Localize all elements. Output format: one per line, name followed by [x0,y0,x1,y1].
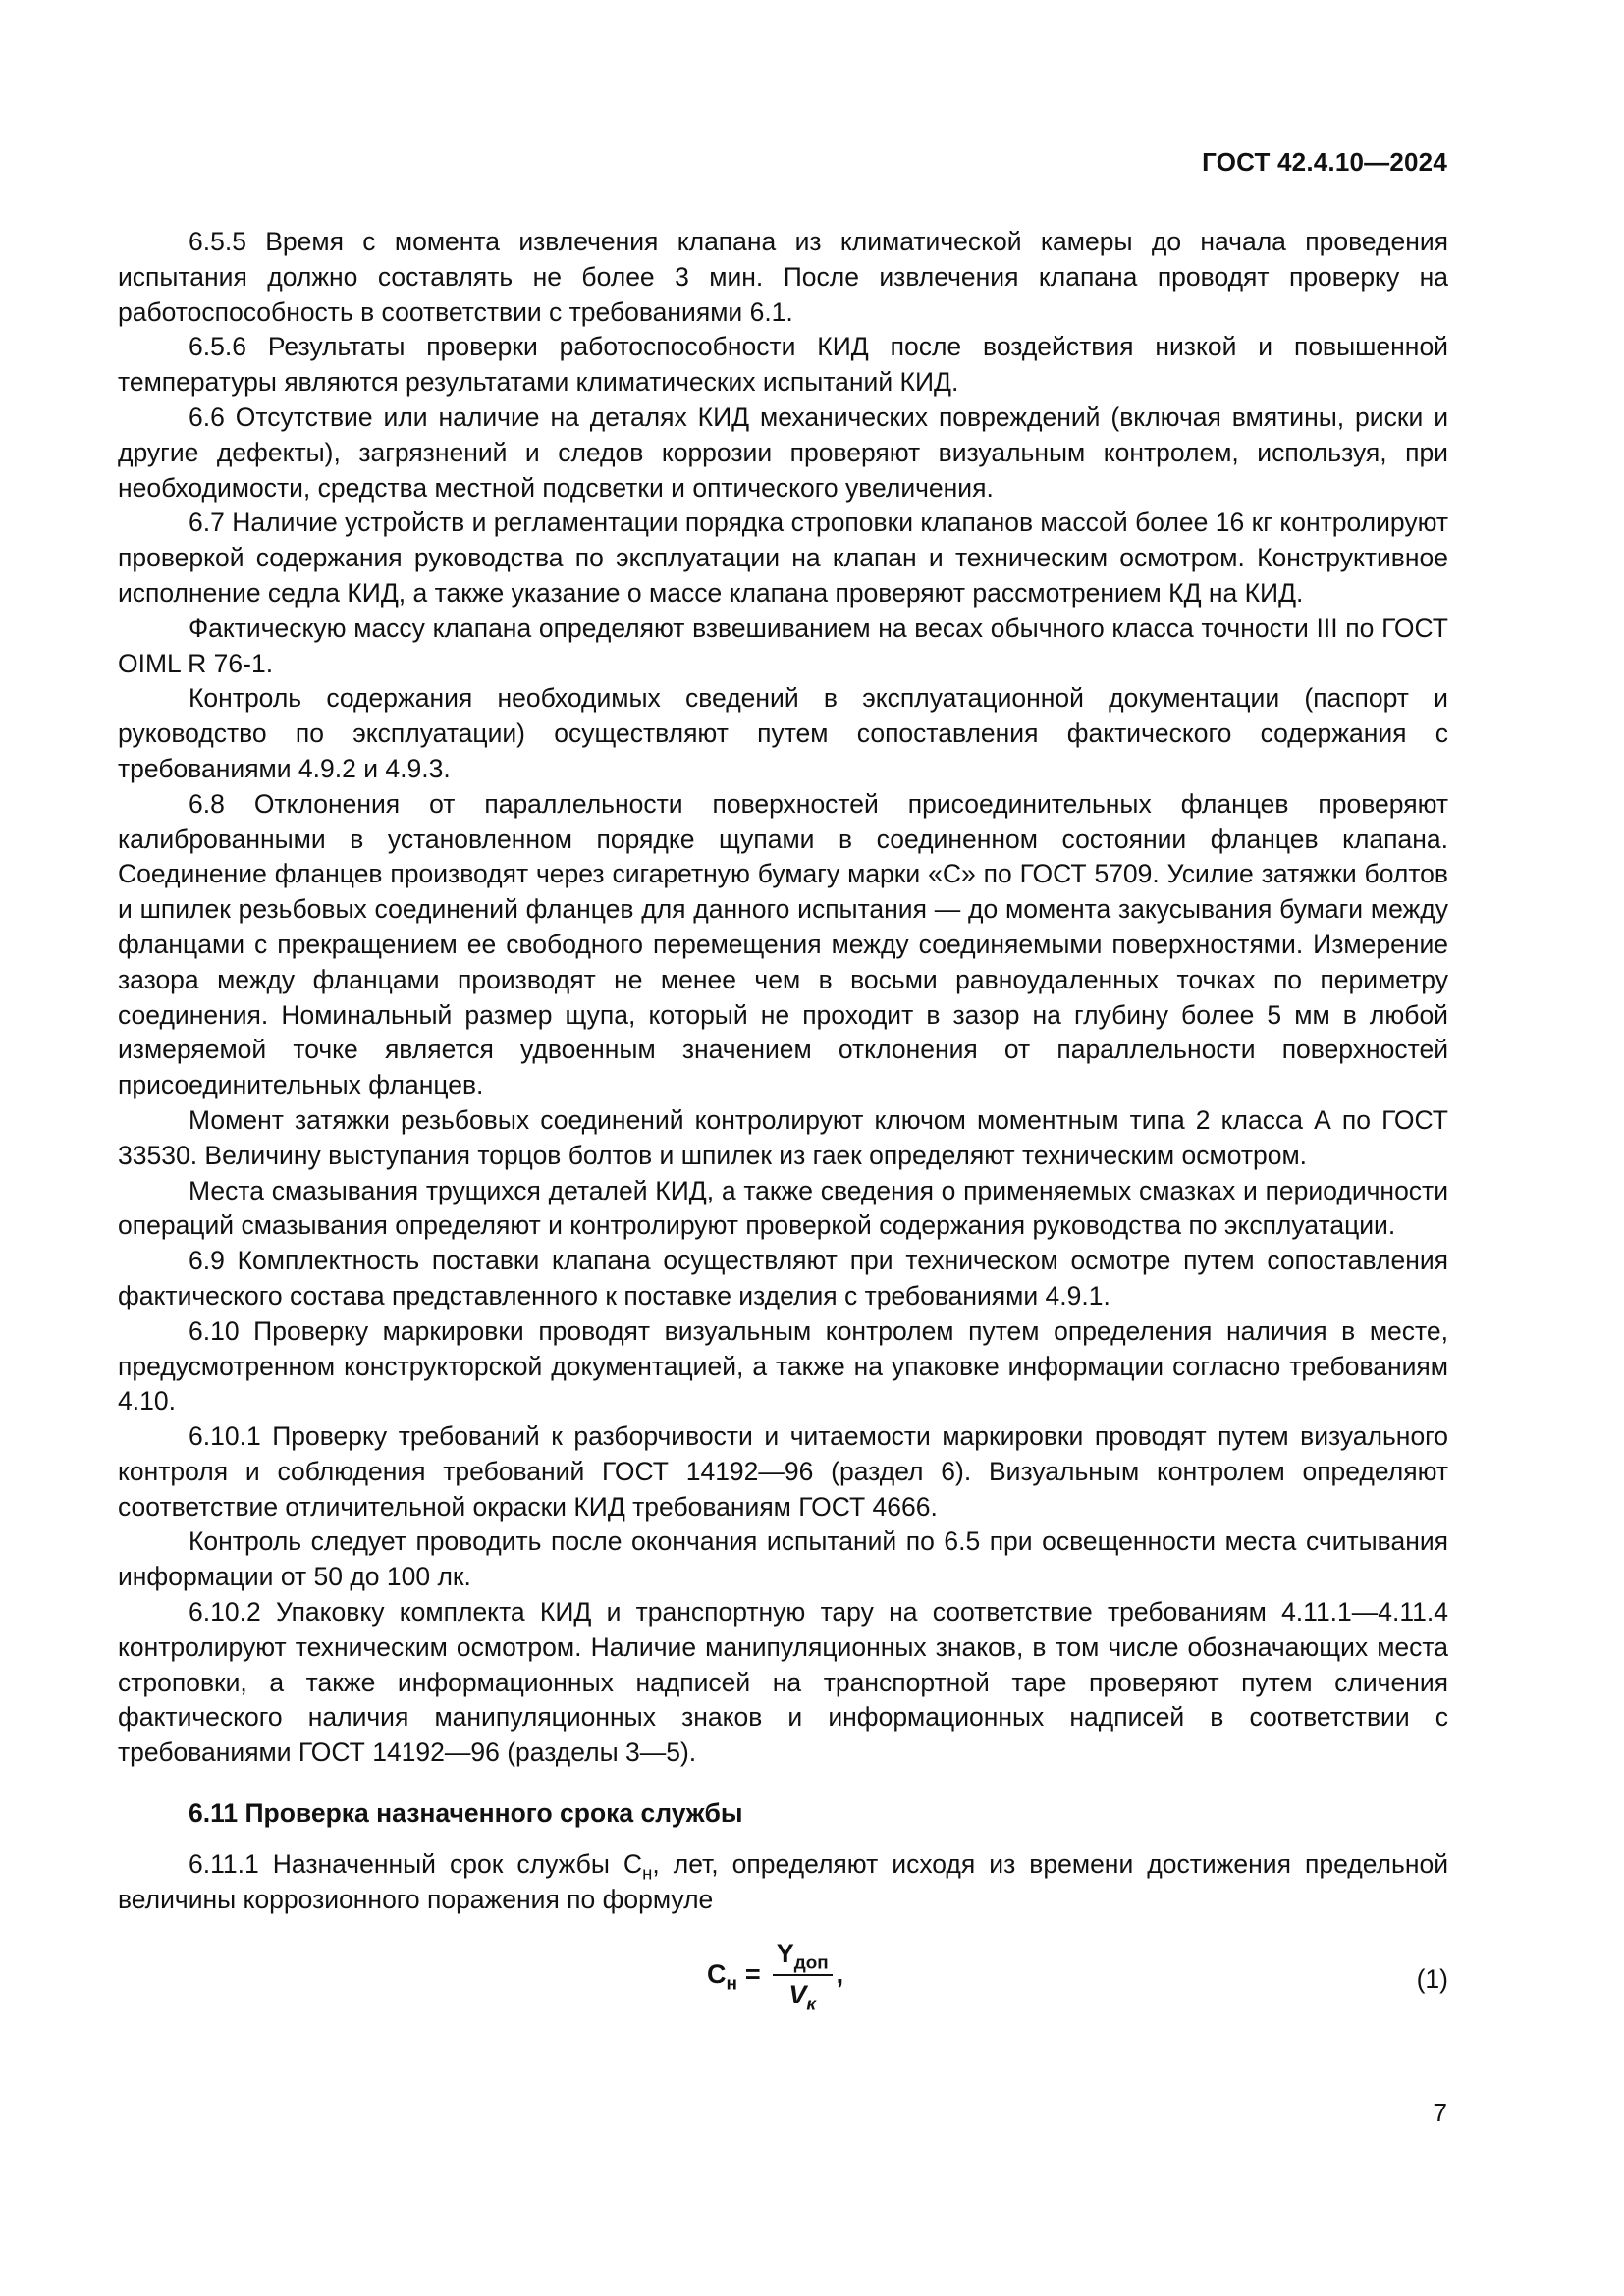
paragraph-6-10: 6.10 Проверку маркировки проводят визуальным контролем путем определения наличия в месте, предусмотренном конструкторской документацией, а также на упаковке информации согласно требованиям 4.10. [118,1315,1448,1416]
paragraph-torque: Момент затяжки резьбовых соединений контролируют ключом моментным типа 2 класса А по ГОСТ 33530. Величину выступания торцов болтов и шпилек из гаек определяют техническим осмотром. [118,1104,1448,1170]
formula-expression [707,1937,843,2013]
formula-lhs: $С_н$ [707,1959,737,1995]
paragraph-lubrication: Места смазывания трущихся деталей КИД, а также сведения о применяемых смазках и периодичности операций смазывания определяют и контролируют проверкой содержания руководства по эксплуатации. [118,1175,1448,1241]
paragraph-6-5-6: 6.5.6 Результаты проверки работоспособности КИД после воздействия низкой и повышенной температуры являются результатами климатических испытаний КИД. [118,332,1448,398]
document-code: ГОСТ 42.4.10—2024 [1202,147,1447,177]
paragraph-docs-control: Контроль содержания необходимых сведений в эксплуатационной документации (паспорт и руководство по эксплуатации) осуществляют путем сопоставления фактического содержания с требованиями 4.9.2 и 4.9.3. [118,683,1448,783]
paragraph-6-9: 6.9 Комплектность поставки клапана осуществляют при техническом осмотре путем сопоставления фактического состава представленного к поставке изделия с требованиями 4.9.1. [118,1246,1448,1310]
paragraph-6-10-1: 6.10.1 Проверку требований к разборчивости и читаемости маркировки проводят путем визуального контроля и соблюдения требований ГОСТ 14192—96 (раздел 6). Визуальным контролем определяют соответствие отличительной окраски КИД требованиям ГОСТ 4666. [118,1421,1448,1522]
formula-1 [118,1929,1448,2047]
formula-numerator: $Y_{доп}$ [773,1937,833,1976]
paragraph-illumination: Контроль следует проводить после окончания испытаний по 6.5 при освещенности места считывания информации от 50 до 100 лк. [118,1526,1448,1592]
paragraph-6-11-1-end: , лет, определяют исходя из времени достижения предельной величины коррозионного поражения по формуле [118,1848,1448,1914]
section-heading-6-11: 6.11 Проверка назначенного срока службы [189,1798,743,1829]
formula-fraction [773,1937,833,2013]
formula-number: (1) [1416,1964,1448,1995]
page-number: 7 [1433,2098,1447,2127]
paragraph-6-11-1 [118,1847,1448,1918]
service-life-subscript: н [642,1862,653,1884]
formula-equals: = [744,1959,761,1990]
paragraph-6-6: 6.6 Отсутствие или наличие на деталях КИД механических повреждений (включая вмятины, риски и другие дефекты), загрязнений и следов коррозии проверяют визуальным контролем, используя, при необходимости, средства местной подсветки и оптического увеличения. [118,401,1448,503]
paragraph-6-5-5: 6.5.5 Время с момента извлечения клапана из климатической камеры до начала проведения испытания должно составлять не более 3 мин. После извлечения клапана проводят проверку на работоспособность в соответствии с требованиями 6.1. [118,227,1448,327]
formula-denominator: $V_к$ [788,1980,816,2015]
paragraph-6-11-1-start: 6.11.1 Назначенный срок службы С [189,1848,643,1879]
document-body [118,225,1448,2047]
paragraph-6-8: 6.8 Отклонения от параллельности поверхностей присоединительных фланцев проверяют калиброванными в установленном порядке щупами в соединенном состоянии фланцев клапана. Соединение фланцев производят через сигаретную бумагу марки «С» по ГОСТ 5709. Усилие затяжки болтов и шпилек резьбовых соединений фланцев для данного испытания — до момента закусывания бумаги между фланцами с прекращением ее свободного перемещения между соединяемыми поверхностями. Измерение зазора между фланцами производят не менее чем в восьми равноудаленных точках по периметру соединения. Номинальный размер щупа, который не проходит в зазор на глубину более 5 мм в любой измеряемой точке является удвоенным значением отклонения от параллельности поверхностей присоединительных фланцев. [118,788,1448,1100]
paragraph-mass: Фактическую массу клапана определяют взвешиванием на весах обычного класса точности III по ГОСТ OIML R 76-1. [118,613,1448,678]
formula-trailing-comma: , [836,1959,844,1990]
paragraph-6-10-2: 6.10.2 Упаковку комплекта КИД и транспортную тару на соответствие требованиям 4.11.1—4.11.4 контролируют техническим осмотром. Наличие манипуляционных знаков, в том числе обозначающих места строповки, а также информационных надписей на транспортной таре проверяют путем сличения фактического наличия манипуляционных знаков и информационных надписей в соответствии с требованиями ГОСТ 14192—96 (разделы 3—5). [118,1597,1448,1768]
paragraph-6-7: 6.7 Наличие устройств и регламентации порядка строповки клапанов массой более 16 кг контролируют проверкой содержания руководства по эксплуатации на клапан и техническим осмотром. Конструктивное исполнение седла КИД, а также указание о массе клапана проверяют рассмотрением КД на КИД. [118,507,1448,608]
